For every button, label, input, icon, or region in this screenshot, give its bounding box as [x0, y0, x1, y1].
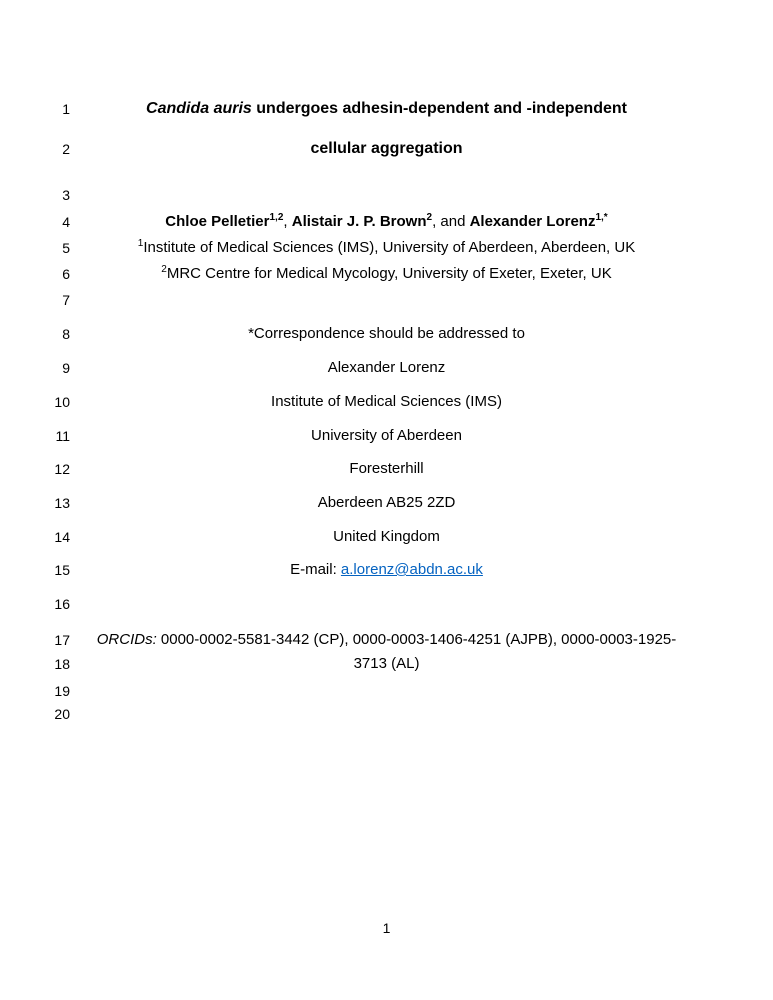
orcids-text: 3713 (AL) — [353, 655, 420, 672]
line-row-2 — [0, 139, 773, 159]
line-number: 12 — [54, 461, 70, 477]
email-link[interactable]: a.lorenz@abdn.ac.uk — [340, 561, 483, 578]
line-number: 2 — [62, 141, 70, 157]
line-row-8 — [0, 324, 773, 344]
line-number: 4 — [62, 214, 70, 230]
title-text: cellular aggregation — [310, 140, 463, 157]
line-row-16 — [0, 594, 773, 614]
correspondence-text: University of Aberdeen — [311, 427, 462, 444]
line-number: 7 — [62, 292, 70, 308]
author-affiliation-marker: 1,2 — [269, 212, 284, 223]
email-label: E-mail: — [290, 561, 341, 578]
line-row-14 — [0, 527, 773, 547]
line-row-4 — [0, 212, 773, 232]
author-separator: , — [283, 213, 292, 230]
author-affiliation-marker: 2 — [426, 212, 433, 223]
line-number: 16 — [54, 596, 70, 612]
orcids-text: 0000-0002-5581-3442 (CP), 0000-0003-1406-4251 (AJPB), 0000-0003-1925- — [156, 631, 677, 648]
line-row-5 — [0, 238, 773, 258]
author-affiliation-marker: 1,* — [595, 212, 608, 223]
line-number: 3 — [62, 187, 70, 203]
line-number: 19 — [54, 683, 70, 699]
correspondence-heading — [95, 324, 678, 344]
line-row-10 — [0, 392, 773, 412]
correspondence-text: *Correspondence should be addressed to — [248, 325, 525, 342]
correspondence-text: Aberdeen AB25 2ZD — [317, 494, 456, 511]
correspondence-email — [95, 560, 678, 580]
line-number: 14 — [54, 529, 70, 545]
orcids-line-2 — [95, 654, 678, 674]
correspondence-country — [95, 527, 678, 547]
correspondence-university — [95, 426, 678, 446]
line-row-3 — [0, 185, 773, 205]
line-row-20 — [0, 704, 773, 724]
line-row-7 — [0, 290, 773, 310]
line-number: 1 — [62, 101, 70, 117]
line-number: 8 — [62, 326, 70, 342]
line-number: 15 — [54, 562, 70, 578]
author-separator: , and — [432, 213, 470, 230]
affiliation-marker: 2 — [161, 264, 167, 275]
author-name: Alistair J. P. Brown — [291, 213, 427, 230]
line-row-17 — [0, 630, 773, 650]
species-name: Candida auris — [146, 100, 252, 117]
line-row-9 — [0, 358, 773, 378]
correspondence-name — [95, 358, 678, 378]
author-list — [95, 212, 678, 232]
line-number: 17 — [54, 632, 70, 648]
line-number: 13 — [54, 495, 70, 511]
affiliation-marker: 1 — [137, 238, 144, 249]
line-row-19 — [0, 681, 773, 701]
correspondence-text: Foresterhill — [349, 460, 424, 477]
author-name: Alexander Lorenz — [469, 213, 596, 230]
line-number: 10 — [54, 394, 70, 410]
line-number: 20 — [54, 706, 70, 722]
correspondence-address-2 — [95, 493, 678, 513]
line-row-6 — [0, 264, 773, 284]
correspondence-text: United Kingdom — [333, 528, 440, 545]
article-title-line-2 — [95, 139, 678, 159]
page-number: 1 — [382, 920, 391, 936]
correspondence-address-1 — [95, 459, 678, 479]
correspondence-institute — [95, 392, 678, 412]
line-row-13 — [0, 493, 773, 513]
affiliation-1 — [95, 238, 678, 258]
author-name: Chloe Pelletier — [165, 213, 270, 230]
line-number: 18 — [54, 656, 70, 672]
line-row-11 — [0, 426, 773, 446]
title-text: undergoes adhesin-dependent and -independent — [251, 100, 627, 117]
line-row-12 — [0, 459, 773, 479]
line-row-18 — [0, 654, 773, 674]
line-row-1 — [0, 99, 773, 119]
article-title-line-1 — [95, 99, 678, 119]
affiliation-text: Institute of Medical Sciences (IMS), University of Aberdeen, Aberdeen, UK — [143, 239, 636, 256]
line-row-15 — [0, 560, 773, 580]
line-number: 9 — [62, 360, 70, 376]
correspondence-text: Alexander Lorenz — [327, 359, 446, 376]
affiliation-text: MRC Centre for Medical Mycology, University of Exeter, Exeter, UK — [166, 265, 612, 282]
line-number: 11 — [55, 428, 70, 444]
affiliation-2 — [95, 264, 678, 284]
orcids-label: ORCIDs: — [96, 631, 157, 648]
orcids-line-1 — [95, 630, 678, 650]
correspondence-text: Institute of Medical Sciences (IMS) — [271, 393, 502, 410]
line-number: 5 — [62, 240, 70, 256]
line-number: 6 — [62, 266, 70, 282]
